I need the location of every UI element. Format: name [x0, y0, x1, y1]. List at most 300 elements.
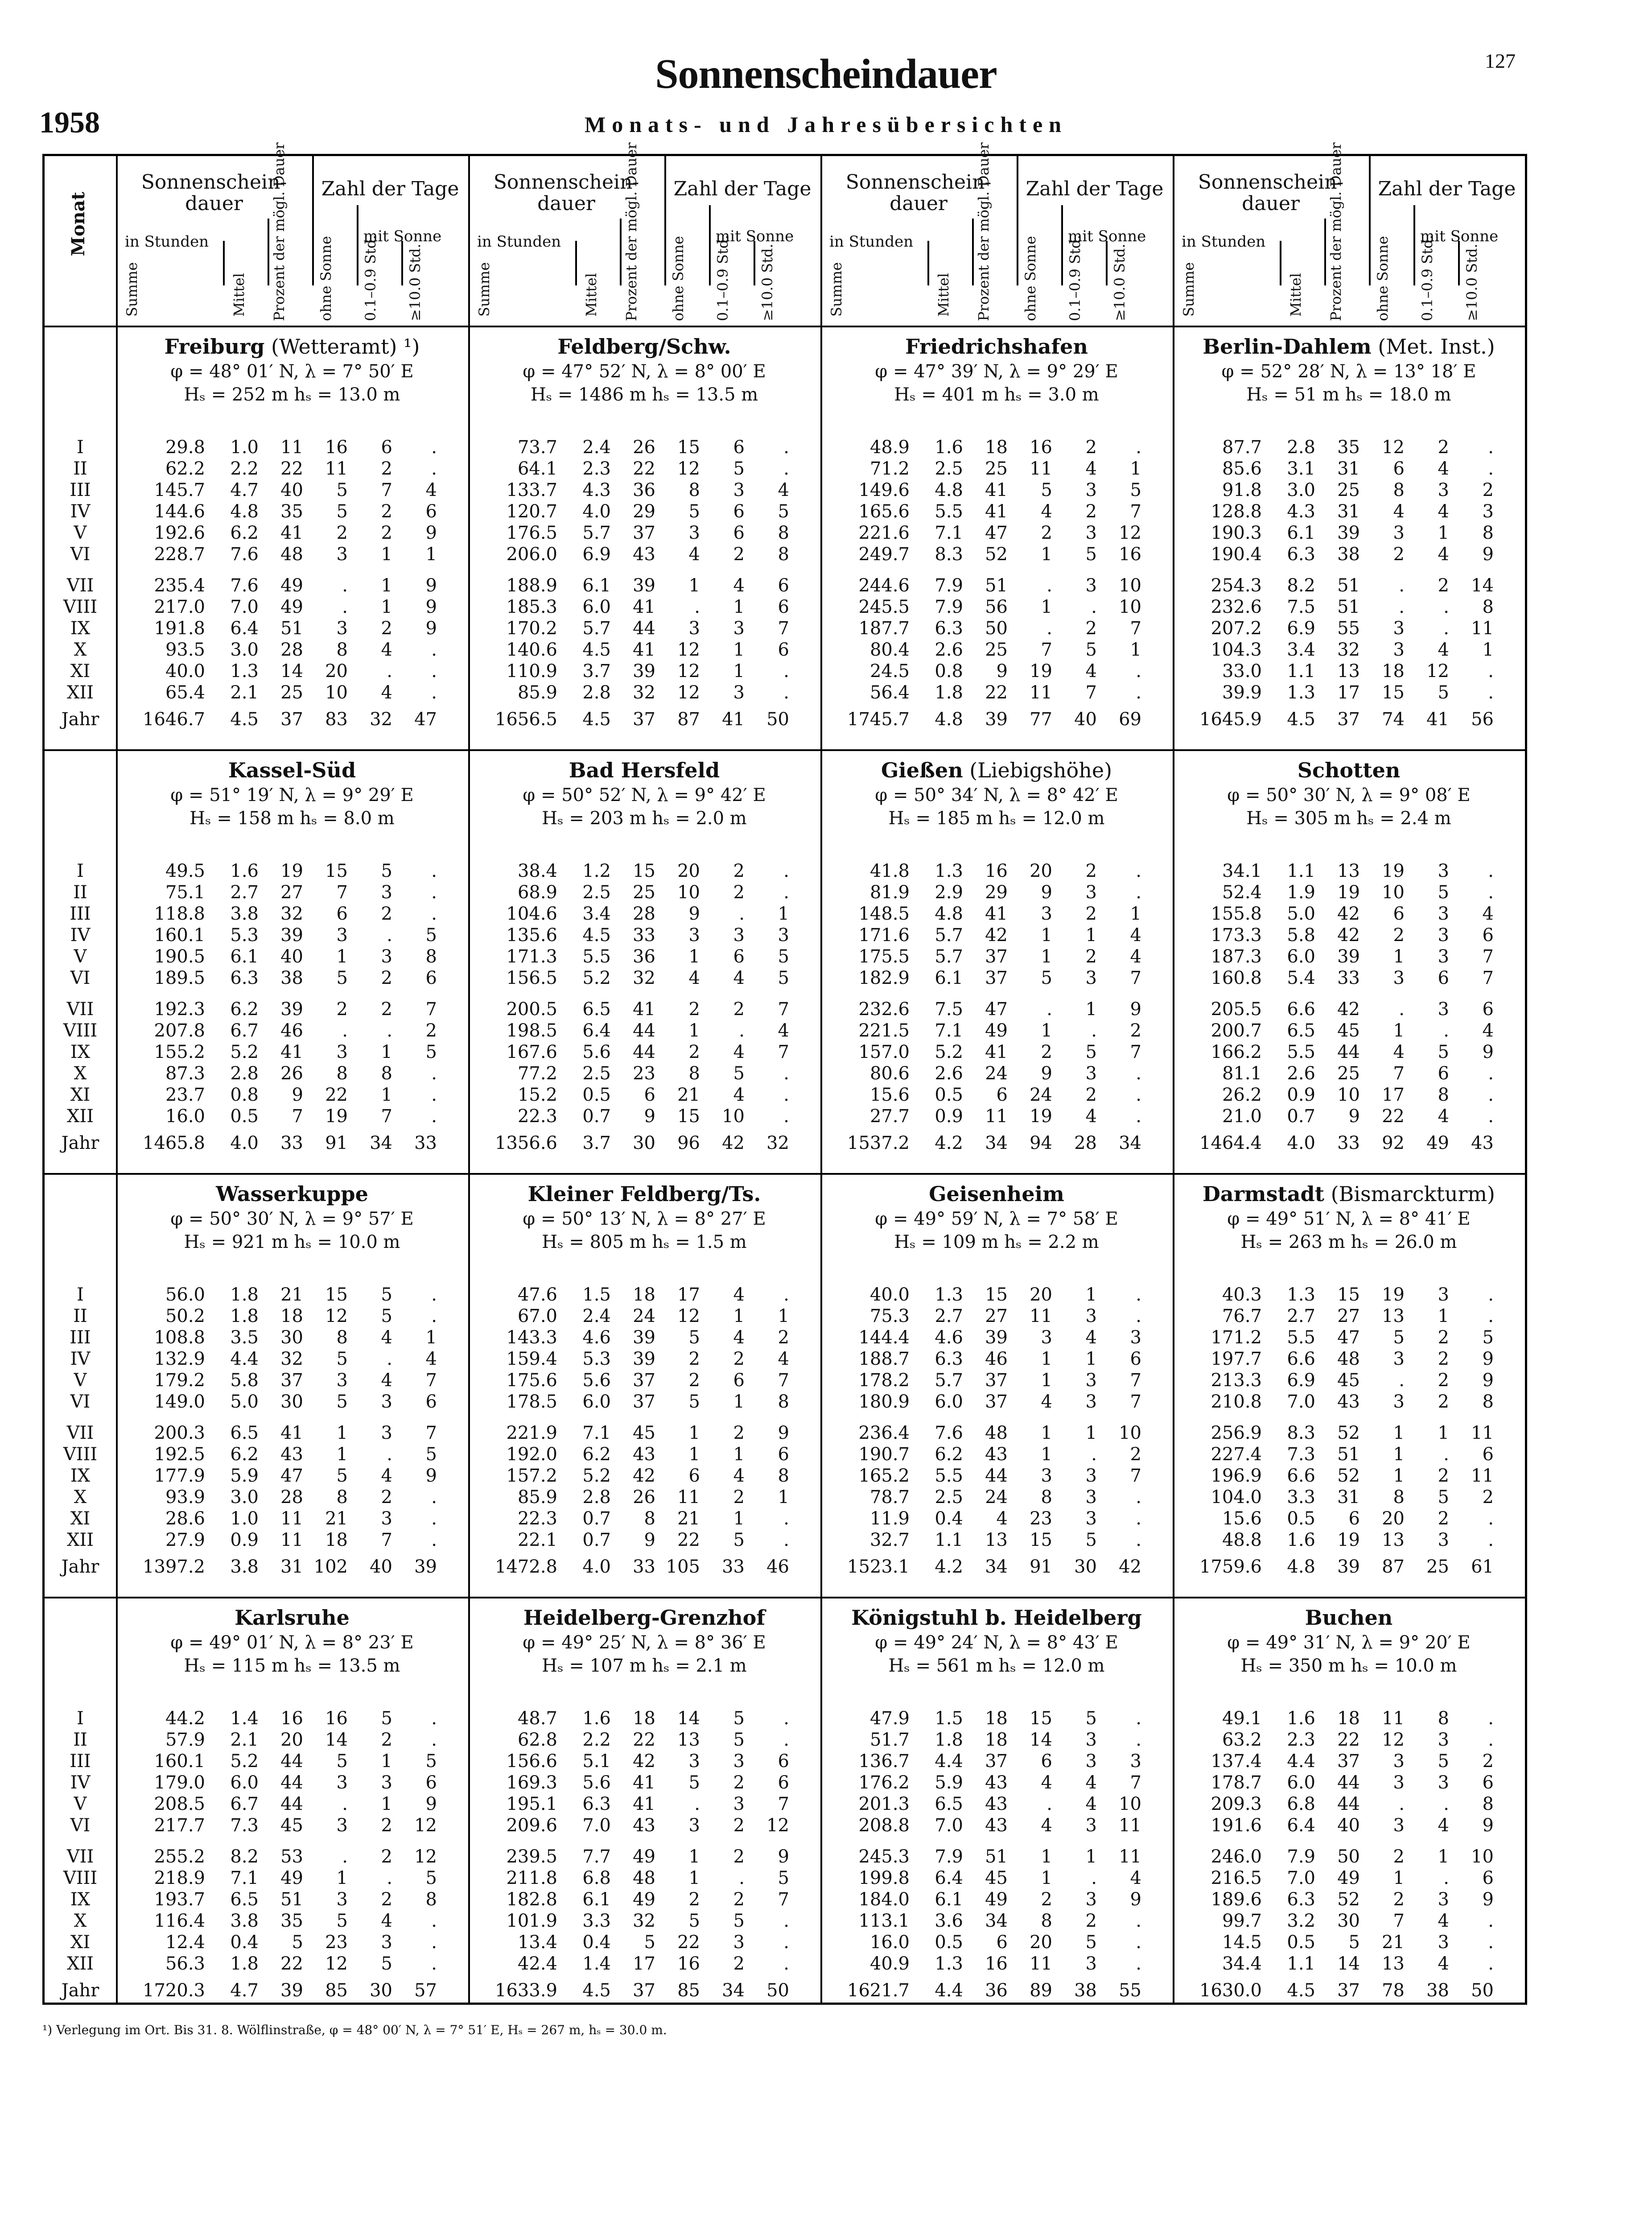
table-cell: 7	[1130, 501, 1141, 522]
table-cell: 7	[425, 1370, 437, 1391]
table-cell: 32	[280, 1349, 303, 1369]
with-sun-label: mit Sonne	[716, 227, 794, 245]
table-cell: 11	[1030, 1306, 1052, 1326]
table-cell: 192.6	[154, 523, 205, 543]
table-cell: 5	[425, 1868, 437, 1888]
table-cell: 3.3	[582, 1911, 611, 1931]
table-cell: 1.3	[935, 861, 963, 881]
table-cell: 2	[381, 999, 392, 1020]
table-cell: 221.6	[858, 523, 910, 543]
month-label: V	[74, 1794, 87, 1814]
month-label: XII	[66, 1106, 94, 1127]
table-cell: 3	[381, 882, 392, 903]
with-sun-label: mit Sonne	[363, 227, 442, 245]
table-cell: 6.3	[1287, 544, 1315, 565]
station-name-text: Freiburg	[164, 334, 265, 359]
table-cell: 5	[1085, 1708, 1097, 1729]
table-cell: 99.7	[1222, 1911, 1262, 1931]
table-cell: 2.1	[230, 1730, 259, 1750]
table-cell: 15	[633, 861, 655, 881]
table-cell: 40.0	[165, 661, 205, 681]
table-cell: 3	[1438, 925, 1449, 946]
table-cell: .	[783, 1730, 789, 1750]
table-cell: .	[1046, 999, 1052, 1020]
table-cell: .	[739, 1868, 745, 1888]
table-cell: 3	[1393, 618, 1405, 639]
table-cell: 4	[1085, 1772, 1097, 1793]
grid-line	[1458, 241, 1460, 285]
table-cell: 45	[1337, 1370, 1360, 1391]
table-cell: 1.3	[935, 1284, 963, 1305]
table-cell: 2.1	[230, 682, 259, 703]
table-cell: 44	[280, 1794, 303, 1814]
table-cell: 10	[1337, 1085, 1360, 1105]
table-cell: 190.7	[858, 1444, 910, 1465]
table-cell: 2	[1085, 861, 1097, 881]
table-cell: 32	[370, 709, 392, 730]
table-cell: 190.4	[1211, 544, 1262, 565]
table-cell: 12	[677, 1306, 700, 1326]
table-cell: 2	[1085, 946, 1097, 967]
table-cell: 27.9	[165, 1530, 205, 1550]
table-cell: 29	[633, 501, 655, 522]
month-label: II	[73, 1306, 87, 1326]
table-cell: .	[431, 661, 437, 681]
table-cell: 48	[1337, 1349, 1360, 1369]
table-cell: 11	[1030, 1953, 1052, 1974]
table-cell: 63.2	[1222, 1730, 1262, 1750]
table-cell: 3.0	[230, 640, 259, 660]
low-sun-column-header: 0.1–0.9 Std.	[714, 235, 731, 321]
table-cell: .	[694, 1794, 700, 1814]
table-cell: 5	[425, 1042, 437, 1062]
table-cell: 156.6	[506, 1751, 557, 1772]
table-cell: .	[1443, 597, 1449, 617]
table-cell: 9	[644, 1530, 655, 1550]
table-cell: 31	[1337, 458, 1360, 479]
table-cell: 155.8	[1211, 904, 1262, 924]
table-cell: .	[1488, 1284, 1494, 1305]
table-cell: .	[783, 1708, 789, 1729]
station-elevation: Hₛ = 203 m hₛ = 2.0 m	[542, 808, 747, 829]
table-cell: .	[342, 597, 348, 617]
table-cell: .	[431, 682, 437, 703]
table-cell: 2	[1041, 523, 1052, 543]
table-cell: 24	[985, 1063, 1008, 1084]
days-count-header: Zahl der Tage	[321, 178, 459, 200]
table-cell: 11	[1030, 458, 1052, 479]
table-cell: .	[783, 1508, 789, 1529]
table-cell: .	[387, 1349, 392, 1369]
table-cell: 7.1	[935, 523, 963, 543]
table-cell: 217.0	[154, 597, 205, 617]
table-cell: 144.6	[154, 501, 205, 522]
grid-line	[1017, 156, 1018, 285]
table-cell: 104.3	[1211, 640, 1262, 660]
month-label: V	[74, 523, 87, 543]
table-cell: .	[1136, 1085, 1141, 1105]
table-cell: 5	[425, 925, 437, 946]
table-cell: 178.7	[1211, 1772, 1262, 1793]
table-cell: 24.5	[869, 661, 910, 681]
table-cell: 4	[1085, 1794, 1097, 1814]
table-cell: 191.8	[154, 618, 205, 639]
table-cell: .	[1488, 882, 1494, 903]
table-cell: 3	[1393, 1815, 1405, 1836]
table-cell: 38.4	[517, 861, 557, 881]
table-cell: 6	[1393, 458, 1405, 479]
table-cell: 7.9	[935, 1846, 963, 1867]
table-cell: 25	[985, 640, 1008, 660]
table-cell: 4.0	[1287, 1133, 1315, 1153]
month-label: IX	[70, 618, 91, 639]
table-cell: 6.1	[582, 575, 611, 596]
mean-column-header: Mittel	[935, 273, 952, 317]
table-cell: 30	[1074, 1557, 1097, 1577]
month-label: III	[70, 1327, 91, 1348]
table-cell: 8	[336, 640, 348, 660]
table-cell: 47	[414, 709, 437, 730]
table-cell: 40	[1074, 709, 1097, 730]
table-cell: 65.4	[165, 682, 205, 703]
table-cell: 6	[778, 1772, 789, 1793]
table-cell: 26	[280, 1063, 303, 1084]
table-cell: .	[1399, 1794, 1405, 1814]
table-cell: 1.3	[935, 1953, 963, 1974]
table-cell: 7	[1482, 946, 1494, 967]
table-cell: 3	[733, 1932, 745, 1953]
table-cell: 3	[1130, 1751, 1141, 1772]
table-cell: 207.8	[154, 1020, 205, 1041]
table-cell: 210.8	[1211, 1392, 1262, 1412]
table-cell: 22	[325, 1085, 348, 1105]
station-coordinates: φ = 49° 51′ N, λ = 8° 41′ E	[1227, 1209, 1471, 1229]
table-cell: 6	[996, 1932, 1008, 1953]
table-cell: 6	[733, 437, 745, 458]
table-cell: 2	[1482, 1751, 1494, 1772]
table-cell: .	[1136, 1708, 1141, 1729]
table-cell: 44	[633, 1020, 655, 1041]
table-cell: 3	[1085, 1815, 1097, 1836]
table-cell: 2.5	[935, 458, 963, 479]
table-cell: 13	[1382, 1530, 1405, 1550]
station-coordinates: φ = 50° 30′ N, λ = 9° 08′ E	[1227, 785, 1471, 805]
table-cell: 2.6	[1287, 1063, 1315, 1084]
table-cell: 2	[733, 999, 745, 1020]
month-label: VIII	[63, 1020, 98, 1041]
table-cell: 2	[381, 523, 392, 543]
table-cell: 77	[1030, 709, 1052, 730]
table-cell: 37	[633, 1370, 655, 1391]
station-suffix: (Bismarckturm)	[1331, 1182, 1495, 1206]
station-coordinates: φ = 49° 59′ N, λ = 7° 58′ E	[875, 1209, 1118, 1229]
table-cell: 4.3	[582, 480, 611, 500]
table-cell: .	[783, 1063, 789, 1084]
table-cell: 22	[1337, 1730, 1360, 1750]
table-cell: 47.6	[517, 1284, 557, 1305]
table-cell: 2	[381, 1487, 392, 1507]
table-cell: 1	[336, 1868, 348, 1888]
table-cell: 0.4	[582, 1932, 611, 1953]
table-cell: 5.5	[1287, 1042, 1315, 1062]
table-cell: 7	[381, 1530, 392, 1550]
table-cell: 5	[336, 1911, 348, 1931]
table-cell: .	[783, 882, 789, 903]
table-cell: 9	[1348, 1106, 1360, 1127]
table-cell: 13	[1337, 661, 1360, 681]
table-cell: .	[783, 1106, 789, 1127]
table-cell: 2.5	[935, 1487, 963, 1507]
station-coordinates: φ = 50° 13′ N, λ = 8° 27′ E	[523, 1209, 766, 1229]
table-cell: 8	[1393, 480, 1405, 500]
table-cell: 56.4	[869, 682, 910, 703]
table-cell: 8	[1438, 1085, 1449, 1105]
table-cell: .	[1136, 682, 1141, 703]
table-cell: .	[342, 1020, 348, 1041]
table-cell: 87.3	[165, 1063, 205, 1084]
table-cell: 232.6	[1211, 597, 1262, 617]
data-table	[42, 142, 1527, 2005]
table-cell: 42	[1337, 925, 1360, 946]
table-cell: .	[783, 437, 789, 458]
mean-column-header: Mittel	[583, 273, 600, 317]
table-cell: 5	[778, 501, 789, 522]
table-cell: 26	[633, 437, 655, 458]
table-cell: 25	[633, 882, 655, 903]
table-cell: 3	[1041, 904, 1052, 924]
table-cell: 5.2	[230, 1751, 259, 1772]
table-cell: 2.3	[582, 458, 611, 479]
table-cell: 7	[1085, 682, 1097, 703]
station-name-text: Kleiner Feldberg/Ts.	[527, 1182, 761, 1206]
table-cell: 37	[1337, 709, 1360, 730]
table-cell: 235.4	[154, 575, 205, 596]
table-cell: .	[1488, 682, 1494, 703]
table-cell: 2	[1393, 925, 1405, 946]
table-cell: 256.9	[1211, 1423, 1262, 1443]
table-cell: .	[431, 1106, 437, 1127]
table-cell: 49	[633, 1846, 655, 1867]
table-cell: 33	[633, 1557, 655, 1577]
table-cell: 6.1	[1287, 523, 1315, 543]
grid-line	[45, 1597, 1525, 1598]
table-cell: 22	[985, 682, 1008, 703]
table-cell: 6.6	[1287, 999, 1315, 1020]
table-cell: 4	[1393, 1042, 1405, 1062]
table-cell: 1.5	[582, 1284, 611, 1305]
table-cell: 7	[778, 618, 789, 639]
table-cell: 6.5	[1287, 1020, 1315, 1041]
table-cell: .	[1136, 1487, 1141, 1507]
table-cell: 4	[996, 1508, 1008, 1529]
table-cell: 2.2	[230, 458, 259, 479]
table-cell: 46	[766, 1557, 789, 1577]
table-cell: 3	[733, 1794, 745, 1814]
table-cell: 9	[1482, 544, 1494, 565]
station-elevation: Hₛ = 805 m hₛ = 1.5 m	[542, 1232, 747, 1252]
table-cell: 43	[1337, 1392, 1360, 1412]
grid-line	[754, 241, 755, 285]
table-cell: 173.3	[1211, 925, 1262, 946]
table-cell: 11	[325, 458, 348, 479]
table-cell: 12	[677, 661, 700, 681]
table-cell: 19	[1030, 661, 1052, 681]
table-cell: 6	[1482, 925, 1494, 946]
table-cell: 118.8	[154, 904, 205, 924]
station-suffix: (Met. Inst.)	[1378, 334, 1495, 359]
table-cell: 160.8	[1211, 968, 1262, 988]
table-cell: 5	[1393, 1327, 1405, 1348]
table-cell: 5	[688, 501, 700, 522]
table-cell: 2	[733, 882, 745, 903]
station-elevation: Hₛ = 252 m hₛ = 13.0 m	[184, 384, 400, 405]
table-cell: .	[431, 904, 437, 924]
table-cell: 14	[325, 1730, 348, 1750]
table-cell: 57.9	[165, 1730, 205, 1750]
table-cell: 16	[280, 1708, 303, 1729]
table-cell: 18	[985, 1730, 1008, 1750]
table-cell: 20	[677, 861, 700, 881]
month-label: XI	[70, 1085, 91, 1105]
table-cell: 3	[733, 618, 745, 639]
table-cell: 2	[733, 861, 745, 881]
table-cell: 44	[1337, 1772, 1360, 1793]
station-elevation: Hₛ = 401 m hₛ = 3.0 m	[894, 384, 1099, 405]
station-suffix: (Liebigshöhe)	[969, 758, 1112, 782]
table-cell: 1759.6	[1199, 1557, 1262, 1577]
table-cell: 5.6	[582, 1370, 611, 1391]
month-label: VII	[66, 1423, 94, 1443]
table-cell: 38	[1426, 1980, 1449, 2001]
table-cell: 5	[1438, 882, 1449, 903]
table-cell: 7.9	[935, 597, 963, 617]
table-cell: 3	[1085, 523, 1097, 543]
table-cell: 120.7	[506, 501, 557, 522]
table-cell: 232.6	[858, 999, 910, 1020]
table-cell: .	[1136, 1106, 1141, 1127]
table-cell: 16.0	[869, 1932, 910, 1953]
station-name-text: Schotten	[1297, 758, 1401, 782]
table-cell: 3	[1438, 1932, 1449, 1953]
table-cell: 37	[985, 1751, 1008, 1772]
table-cell: 4.4	[935, 1751, 963, 1772]
table-cell: 1	[381, 1042, 392, 1062]
table-cell: .	[1399, 575, 1405, 596]
month-label: VIII	[63, 1868, 98, 1888]
table-cell: 34	[985, 1911, 1008, 1931]
table-cell: 85.6	[1222, 458, 1262, 479]
table-cell: 2	[688, 1042, 700, 1062]
month-label: IV	[70, 925, 91, 946]
table-cell: 7.1	[935, 1020, 963, 1041]
table-cell: .	[1488, 661, 1494, 681]
table-cell: 5	[336, 480, 348, 500]
table-cell: 7	[292, 1106, 303, 1127]
table-cell: 5.9	[230, 1466, 259, 1486]
table-cell: .	[1136, 882, 1141, 903]
table-cell: 19	[280, 861, 303, 881]
table-cell: 91	[1030, 1557, 1052, 1577]
table-cell: 198.5	[506, 1020, 557, 1041]
table-cell: 37	[1337, 1751, 1360, 1772]
table-cell: 0.5	[1287, 1508, 1315, 1529]
table-cell: .	[431, 1085, 437, 1105]
table-cell: 137.4	[1211, 1751, 1262, 1772]
table-cell: 1537.2	[847, 1133, 910, 1153]
table-cell: .	[1136, 1932, 1141, 1953]
table-cell: 39	[414, 1557, 437, 1577]
table-cell: 52	[1337, 1423, 1360, 1443]
table-cell: 49	[280, 575, 303, 596]
table-cell: 6	[644, 1085, 655, 1105]
table-cell: .	[1488, 1106, 1494, 1127]
table-cell: 2	[1438, 1466, 1449, 1486]
low-sun-column-header: 0.1–0.9 Std.	[362, 235, 379, 321]
table-cell: 12	[677, 682, 700, 703]
table-cell: 37	[280, 1370, 303, 1391]
table-cell: 31	[1337, 1487, 1360, 1507]
table-cell: 39	[633, 575, 655, 596]
table-cell: 2	[1085, 501, 1097, 522]
table-cell: 6.2	[230, 523, 259, 543]
table-cell: 2	[733, 544, 745, 565]
table-cell: 2	[1393, 1889, 1405, 1910]
table-cell: 28	[1074, 1133, 1097, 1153]
table-cell: 3	[688, 1751, 700, 1772]
table-cell: 2.8	[582, 682, 611, 703]
table-cell: 7	[381, 480, 392, 500]
table-cell: 6.4	[230, 618, 259, 639]
table-cell: 1	[733, 1306, 745, 1326]
grid-line	[1324, 219, 1326, 285]
percent-column-header: Prozent der mögl. Dauer	[975, 142, 992, 321]
table-cell: 6.1	[935, 968, 963, 988]
monat-header: Monat	[68, 192, 89, 256]
table-cell: 4	[733, 575, 745, 596]
table-cell: 2	[1393, 544, 1405, 565]
table-cell: 2	[778, 1327, 789, 1348]
table-cell: 8	[1041, 1487, 1052, 1507]
table-cell: 18	[1337, 1708, 1360, 1729]
table-cell: 128.8	[1211, 501, 1262, 522]
table-cell: 3	[1438, 1772, 1449, 1793]
table-cell: 4	[381, 1911, 392, 1931]
table-cell: 1	[425, 1327, 437, 1348]
table-cell: 2	[733, 1953, 745, 1974]
table-cell: 18	[985, 437, 1008, 458]
table-cell: 200.3	[154, 1423, 205, 1443]
table-cell: 8	[1482, 523, 1494, 543]
table-cell: 50	[1471, 1980, 1494, 2001]
table-cell: 4	[733, 1466, 745, 1486]
station-elevation: Hₛ = 185 m hₛ = 12.0 m	[888, 808, 1105, 829]
table-cell: 19	[325, 1106, 348, 1127]
table-cell: 3	[1393, 1751, 1405, 1772]
table-cell: 13	[1382, 1953, 1405, 1974]
in-hours-label: in Stunden	[829, 233, 914, 251]
table-cell: 39	[633, 661, 655, 681]
table-cell: 22.1	[517, 1530, 557, 1550]
table-cell: 37	[985, 968, 1008, 988]
table-cell: 75.3	[869, 1306, 910, 1326]
table-cell: 85.9	[517, 1487, 557, 1507]
table-cell: 41	[985, 1042, 1008, 1062]
table-cell: 5.2	[582, 1466, 611, 1486]
table-cell: 182.9	[858, 968, 910, 988]
table-cell: 3.2	[1287, 1911, 1315, 1931]
table-cell: 49	[985, 1889, 1008, 1910]
table-cell: 7	[336, 882, 348, 903]
